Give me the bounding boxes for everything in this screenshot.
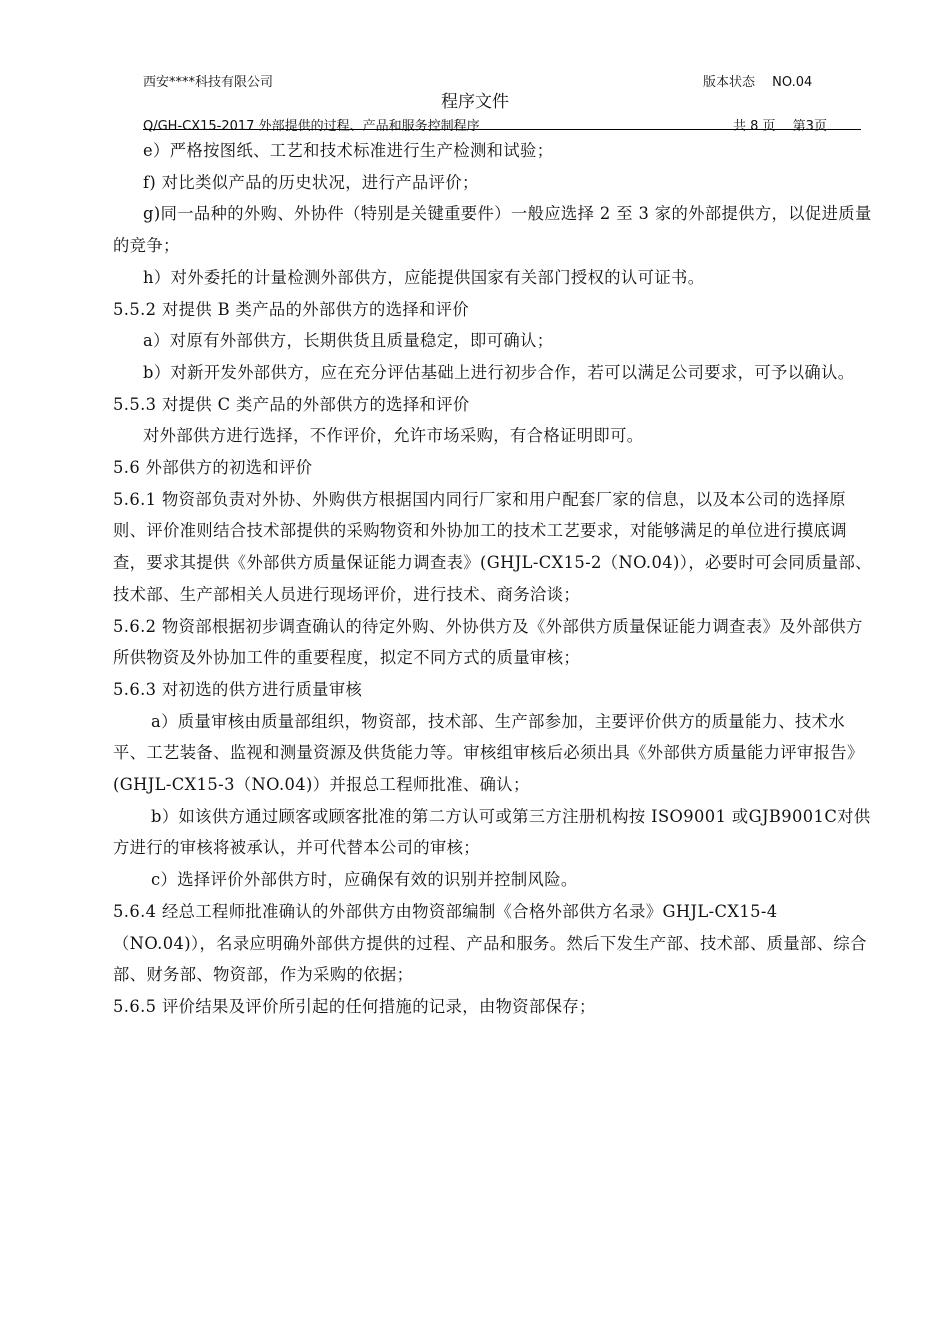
paragraph-5-5-3-body: 对外部供方进行选择，不作评价，允许市场采购，有合格证明即可。 (143, 426, 644, 446)
paragraph-5-6-5: 5.6.5 评价结果及评价所引起的任何措施的记录，由物资部保存； (113, 996, 596, 1016)
document-body (113, 135, 873, 1023)
paragraph-item-h: h）对外委托的计量检测外部供方，应能提供国家有关部门授权的认可证书。 (143, 267, 705, 287)
paragraph-5-6-3-c: c）选择评价外部供方时，应确保有效的识别并控制风险。 (151, 870, 578, 890)
paragraph-5-6-1: 5.6.1 物资部负责对外协、外购供方根据国内同行厂家和用户配套厂家的信息，以及本公司的选择原则、评价准则结合技术部提供的采购物资和外协加工的技术工艺要求，对能够满足的单位进行摸底调查，要求其提供《外部供方质量保证能力调查表》(GHJL-CX15-2（NO.04)），必要时可会同质量部、技术部、生产部相关人员进行现场评价，进行技术、商务洽谈； (113, 489, 872, 604)
section-heading-5-5-3: 5.5.3 对提供 C 类产品的外部供方的选择和评价 (113, 394, 470, 414)
header-document-type: 程序文件 (441, 92, 509, 112)
section-heading-5-6-3: 5.6.3 对初选的供方进行质量审核 (113, 679, 363, 699)
paragraph-5-5-2-b: b）对新开发外部供方，应在充分评估基础上进行初步合作，若可以满足公司要求，可予以确认。 (143, 362, 855, 382)
paragraph-5-6-3-b: b）如该供方通过顾客或顾客批准的第二方认可或第三方注册机构按 ISO9001 或GJB9001C对供方进行的审核将被承认，并可代替本公司的审核； (113, 806, 871, 858)
section-heading-5-6: 5.6 外部供方的初选和评价 (113, 458, 313, 478)
header-company: 西安****科技有限公司 (143, 75, 274, 90)
header-divider (143, 129, 861, 130)
paragraph-item-e: e）严格按图纸、工艺和技术标准进行生产检测和试验； (143, 141, 554, 160)
paragraph-item-g: g)同一品种的外购、外协件（特别是关键重要件）一般应选择 2 至 3 家的外部提供方，以促进质量的竞争； (113, 204, 872, 256)
paragraph-5-5-2-a: a）对原有外部供方，长期供货且质量稳定，即可确认； (143, 331, 554, 351)
paragraph-5-6-4: 5.6.4 经总工程师批准确认的外部供方由物资部编制《合格外部供方名录》GHJL-CX15-4（NO.04)），名录应明确外部供方提供的过程、产品和服务。然后下发生产部、技术部、质量部、综合部、财务部、物资部，作为采购的依据； (113, 901, 867, 985)
header-page-count: 共 8 页 第3页 (733, 119, 827, 134)
header-document-code: Q/GH-CX15-2017 外部提供的过程、产品和服务控制程序 (143, 119, 480, 134)
section-heading-5-5-2: 5.5.2 对提供 B 类产品的外部供方的选择和评价 (113, 299, 470, 319)
header-version-status: 版本状态 NO.04 (703, 75, 813, 90)
paragraph-5-6-3-a: a）质量审核由质量部组织，物资部，技术部、生产部参加，主要评价供方的质量能力、技术水平、工艺装备、监视和测量资源及供货能力等。审核组审核后必须出具《外部供方质量能力评审报告》(GHJL-CX15-3（NO.04)）并报总工程师批准、确认； (113, 711, 864, 795)
paragraph-item-f: f) 对比类似产品的历史状况，进行产品评价； (143, 172, 479, 192)
paragraph-5-6-2: 5.6.2 物资部根据初步调查确认的待定外购、外协供方及《外部供方质量保证能力调查表》及外部供方所供物资及外协加工件的重要程度，拟定不同方式的质量审核； (113, 616, 863, 668)
